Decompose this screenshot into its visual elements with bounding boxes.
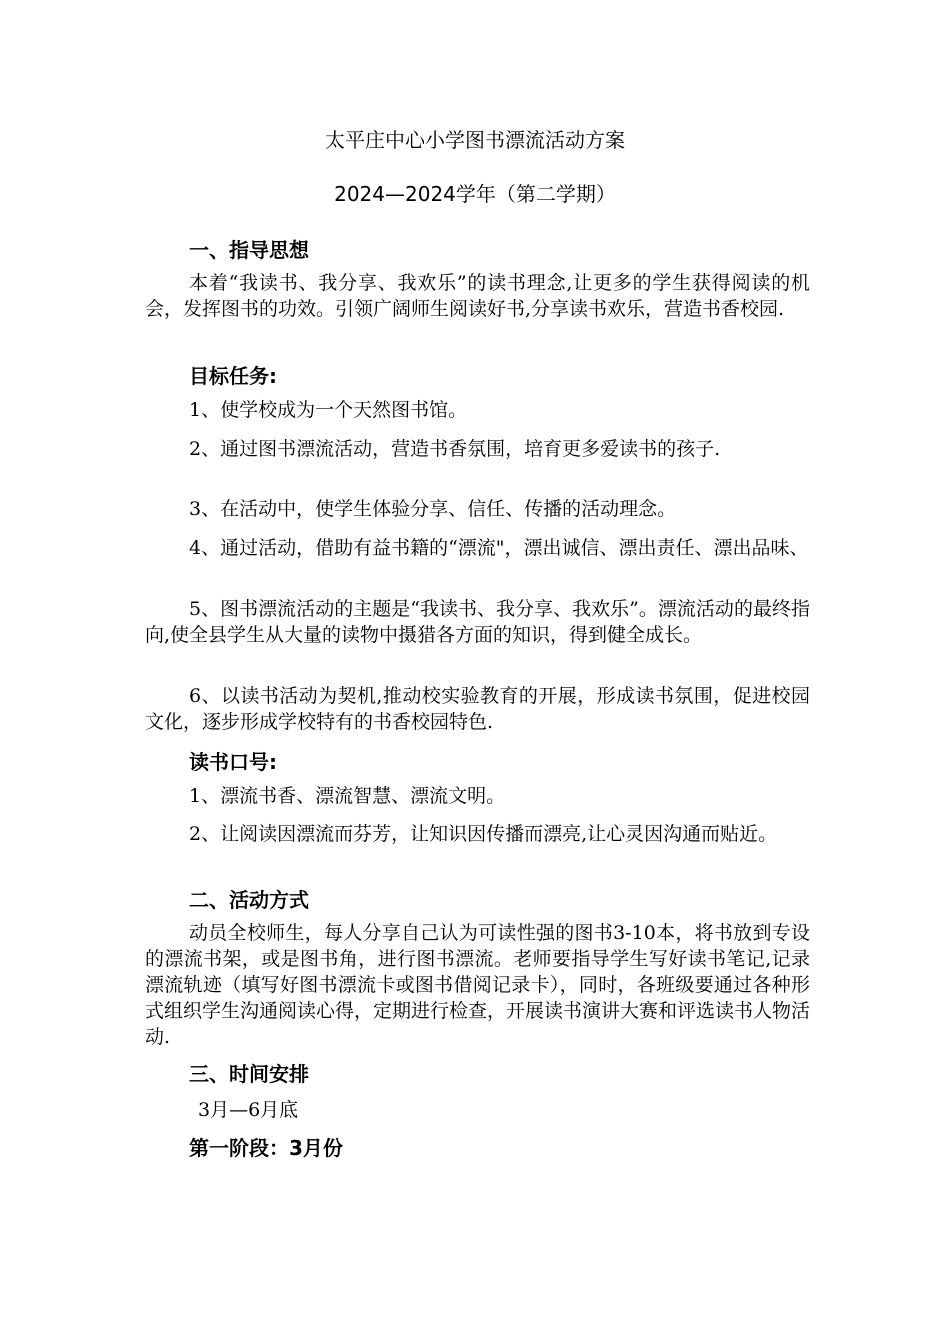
goal-item-1: 1、使学校成为一个天然图书馆。 xyxy=(189,399,468,421)
goals-heading: 目标任务: xyxy=(189,364,277,388)
stage-one-heading: 第一阶段：3月份 xyxy=(189,1136,343,1160)
document-title: 太平庄中心小学图书漂流活动方案 xyxy=(325,128,625,152)
section-heading-activity-method: 二、活动方式 xyxy=(189,888,309,912)
goal-item-5: 5、图书漂流活动的主题是“我读书、我分享、我欢乐”。漂流活动的最终指向,使全县学生从大量的读物中摄猎各方面的知识，得到健全成长。 xyxy=(145,598,810,646)
schedule-period: 3月—6月底 xyxy=(198,1099,299,1121)
section-heading-schedule: 三、时间安排 xyxy=(189,1062,309,1086)
goal-item-2: 2、通过图书漂流活动，营造书香氛围，培育更多爱读书的孩子. xyxy=(189,438,721,460)
slogan-item-1: 1、漂流书香、漂流智慧、漂流文明。 xyxy=(189,785,506,807)
section-heading-guiding-thought: 一、指导思想 xyxy=(189,238,309,262)
document-subtitle: 2024—2024学年（第二学期） xyxy=(334,182,616,206)
goal-item-6: 6、以读书活动为契机,推动校实验教育的开展，形成读书氛围，促进校园文化，逐步形成学校特有的书香校园特色. xyxy=(145,685,810,733)
activity-method-paragraph: 动员全校师生，每人分享自己认为可读性强的图书3-10本，将书放到专设的漂流书架，或是图书角，进行图书漂流。老师要指导学生写好读书笔记,记录漂流轨迹（填写好图书漂流卡或图书借阅记录卡），同时，各班级要通过各种形式组织学生沟通阅读心得，定期进行检查，开展读书演讲大赛和评选读书人物活动. xyxy=(145,922,811,1048)
goal-item-3: 3、在活动中，使学生体验分享、信任、传播的活动理念。 xyxy=(189,498,677,520)
slogan-heading: 读书口号: xyxy=(189,750,277,774)
slogan-item-2: 2、让阅读因漂流而芬芳，让知识因传播而漂亮,让心灵因沟通而贴近。 xyxy=(189,823,778,845)
guiding-thought-paragraph: 本着“我读书、我分享、我欢乐”的读书理念,让更多的学生获得阅读的机会，发挥图书的功效。引领广阔师生阅读好书,分享读书欢乐，营造书香校园. xyxy=(145,272,810,320)
goal-item-4: 4、通过活动，借助有益书籍的“漂流"，漂出诚信、漂出责任、漂出品味、 xyxy=(189,537,809,559)
